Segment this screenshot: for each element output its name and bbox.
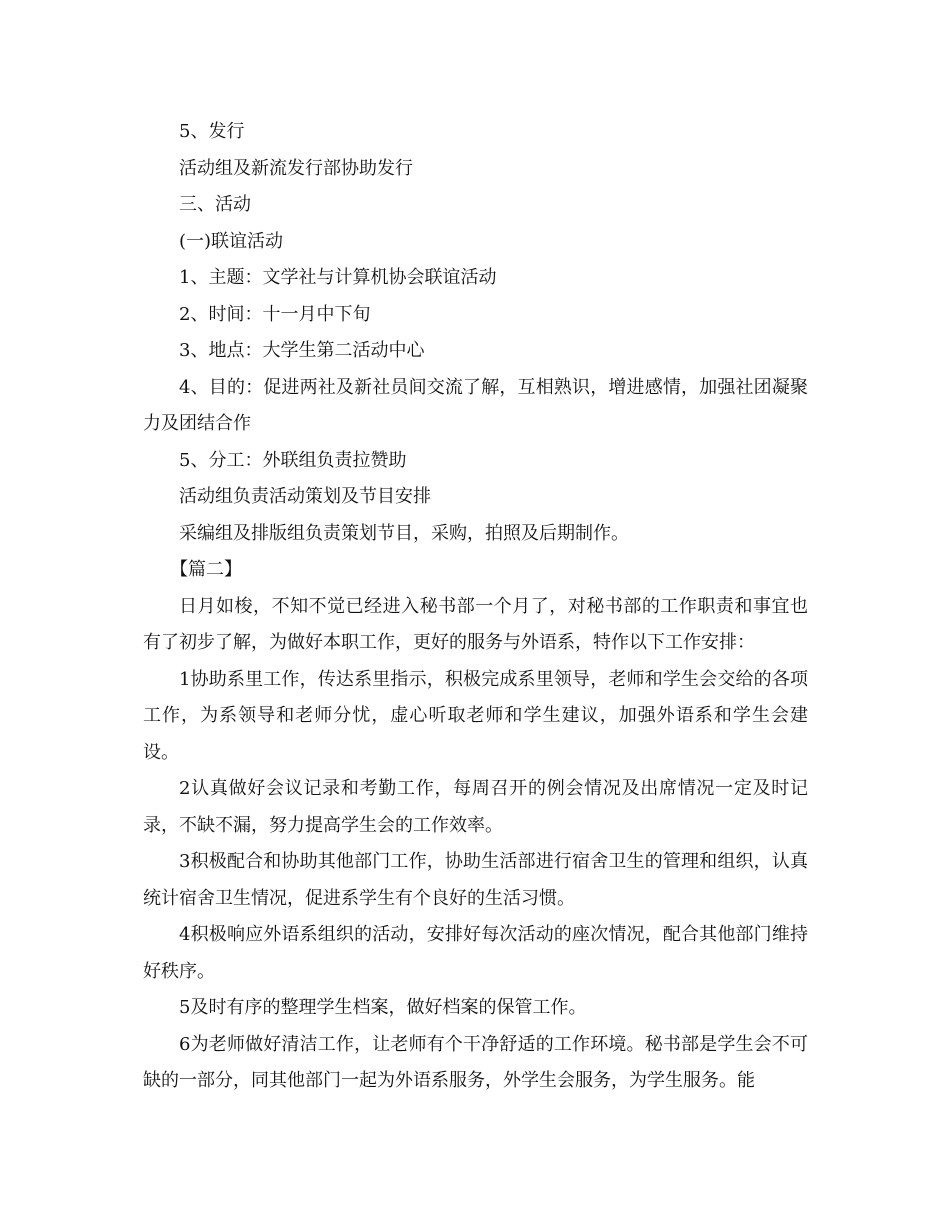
paragraph: 活动组及新流发行部协助发行: [179, 157, 413, 179]
paragraph: 2认真做好会议记录和考勤工作，每周召开的例会情况及出席情况一定及时记录，不缺不漏，努力提高学生会的工作效率。: [143, 778, 808, 836]
subsection-heading: (一)联谊活动: [179, 230, 284, 252]
paragraph: 2、时间：十一月中下旬: [179, 303, 371, 325]
paragraph: 5、分工：外联组负责拉赞助: [179, 449, 407, 471]
paragraph: 3积极配合和协助其他部门工作，协助生活部进行宿舍卫生的管理和组织，认真统计宿舍卫生情况，促进系学生有个良好的生活习惯。: [143, 851, 808, 909]
paragraph: 3、地点：大学生第二活动中心: [179, 340, 425, 361]
paragraph: 1、主题：文学社与计算机协会联谊活动: [179, 267, 497, 288]
paragraph: 日月如梭，不知不觉已经进入秘书部一个月了，对秘书部的工作职责和事宜也有了初步了解，为做好本职工作，更好的服务与外语系，特作以下工作安排：: [143, 595, 808, 653]
paragraph: 4、目的：促进两社及新社员间交流了解，互相熟识，增进感情，加强社团凝聚力及团结合作: [143, 376, 808, 434]
paragraph: 1协助系里工作，传达系里指示，积极完成系里领导，老师和学生会交给的各项工作，为系领导和老师分忧，虚心听取老师和学生建议，加强外语系和学生会建设。: [143, 668, 808, 763]
paragraph: 采编组及排版组负责策划节目，采购，拍照及后期制作。: [179, 522, 629, 544]
part-heading: 【篇二】: [170, 559, 242, 580]
paragraph: 活动组负责活动策划及节目安排: [179, 486, 431, 507]
paragraph: 6为老师做好清洁工作，让老师有个干净舒适的工作环境。秘书部是学生会不可缺的一部分，同其他部门一起为外语系服务，外学生会服务，为学生服务。能: [143, 1033, 808, 1091]
section-heading: 三、活动: [179, 194, 251, 215]
paragraph: 5及时有序的整理学生档案，做好档案的保管工作。: [179, 997, 587, 1018]
paragraph: 4积极响应外语系组织的活动，安排好每次活动的座次情况，配合其他部门维持好秩序。: [143, 924, 808, 982]
paragraph: 5、发行: [179, 121, 245, 142]
document-body: [143, 114, 808, 1100]
